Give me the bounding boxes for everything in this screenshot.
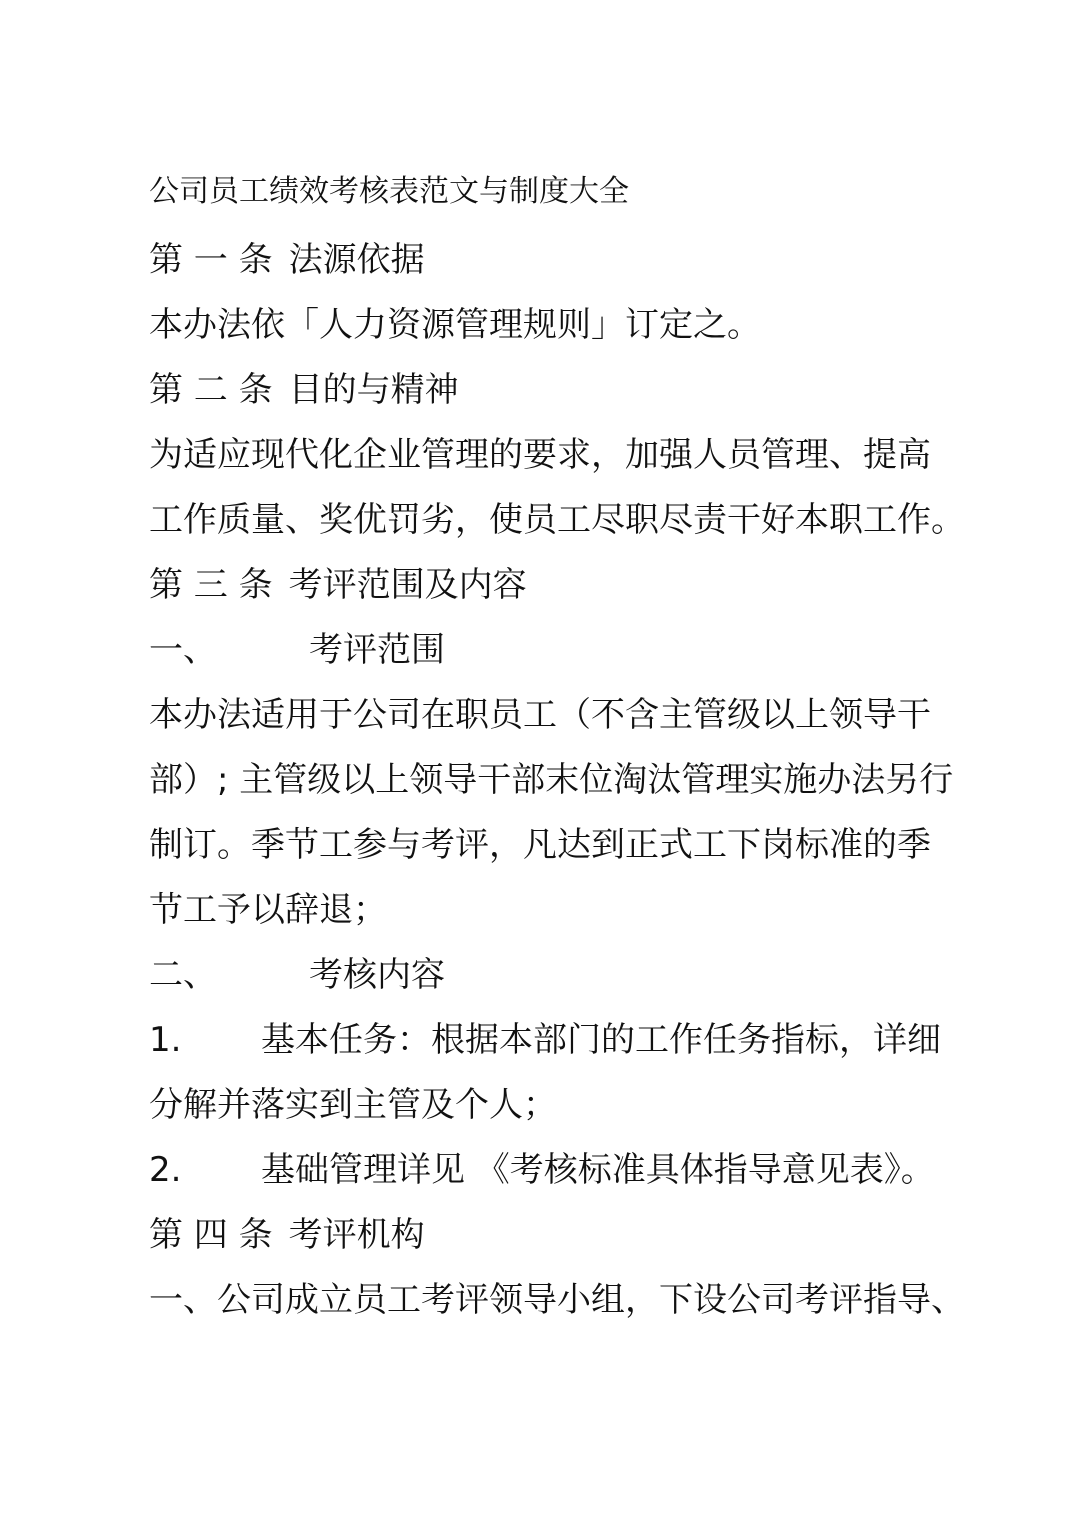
- list-item-number: 2.: [149, 1150, 182, 1190]
- article-number: 第 三 条: [149, 565, 273, 605]
- paragraph-line: 本办法适用于公司在职员工（不含主管级以上领导干: [149, 695, 931, 735]
- paragraph-line: 为适应现代化企业管理的要求，加强人员管理、提高: [149, 435, 931, 475]
- paragraph-line: 本办法依「人力资源管理规则」订定之。: [149, 305, 761, 345]
- article-3-heading: [149, 553, 939, 618]
- article-title: 法源依据: [288, 240, 425, 280]
- section-2-heading: [149, 943, 939, 1008]
- paragraph-line: 分解并落实到主管及个人；: [149, 1085, 557, 1125]
- article-number: 第 二 条: [149, 370, 273, 410]
- paragraph-line: 部）; 主管级以上领导干部末位淘汰管理实施办法另行: [149, 760, 954, 800]
- article-2-heading: [149, 358, 939, 423]
- section-title: 考核内容: [309, 955, 445, 995]
- paragraph-line: 一、公司成立员工考评领导小组，下设公司考评指导、: [149, 1280, 965, 1320]
- article-4-heading: [149, 1203, 939, 1268]
- paragraph-line: 节工予以辞退；: [149, 890, 387, 930]
- article-number: 第 一 条: [149, 240, 273, 280]
- document-title: 公司员工绩效考核表范文与制度大全: [149, 174, 629, 209]
- section-title: 考评范围: [309, 630, 445, 670]
- article-1-heading: [149, 228, 939, 293]
- paragraph-line: 制订。季节工参与考评，凡达到正式工下岗标准的季: [149, 825, 931, 865]
- list-item-1: [149, 1008, 939, 1073]
- list-item-2: [149, 1138, 939, 1203]
- list-item-text: 基本任务：根据本部门的工作任务指标，详细: [261, 1020, 941, 1060]
- list-item-text: 基础管理详见 《考核标准具体指导意见表》。: [261, 1150, 935, 1190]
- list-item-number: 1.: [149, 1020, 182, 1060]
- article-title: 考评机构: [288, 1215, 425, 1255]
- section-label: 二、: [149, 955, 217, 995]
- section-1-heading: [149, 618, 939, 683]
- article-title: 目的与精神: [288, 370, 459, 410]
- article-title: 考评范围及内容: [288, 565, 527, 605]
- paragraph-line: 工作质量、奖优罚劣，使员工尽职尽责干好本职工作。: [149, 500, 965, 540]
- article-number: 第 四 条: [149, 1215, 273, 1255]
- document-body: [149, 228, 965, 1333]
- section-label: 一、: [149, 630, 217, 670]
